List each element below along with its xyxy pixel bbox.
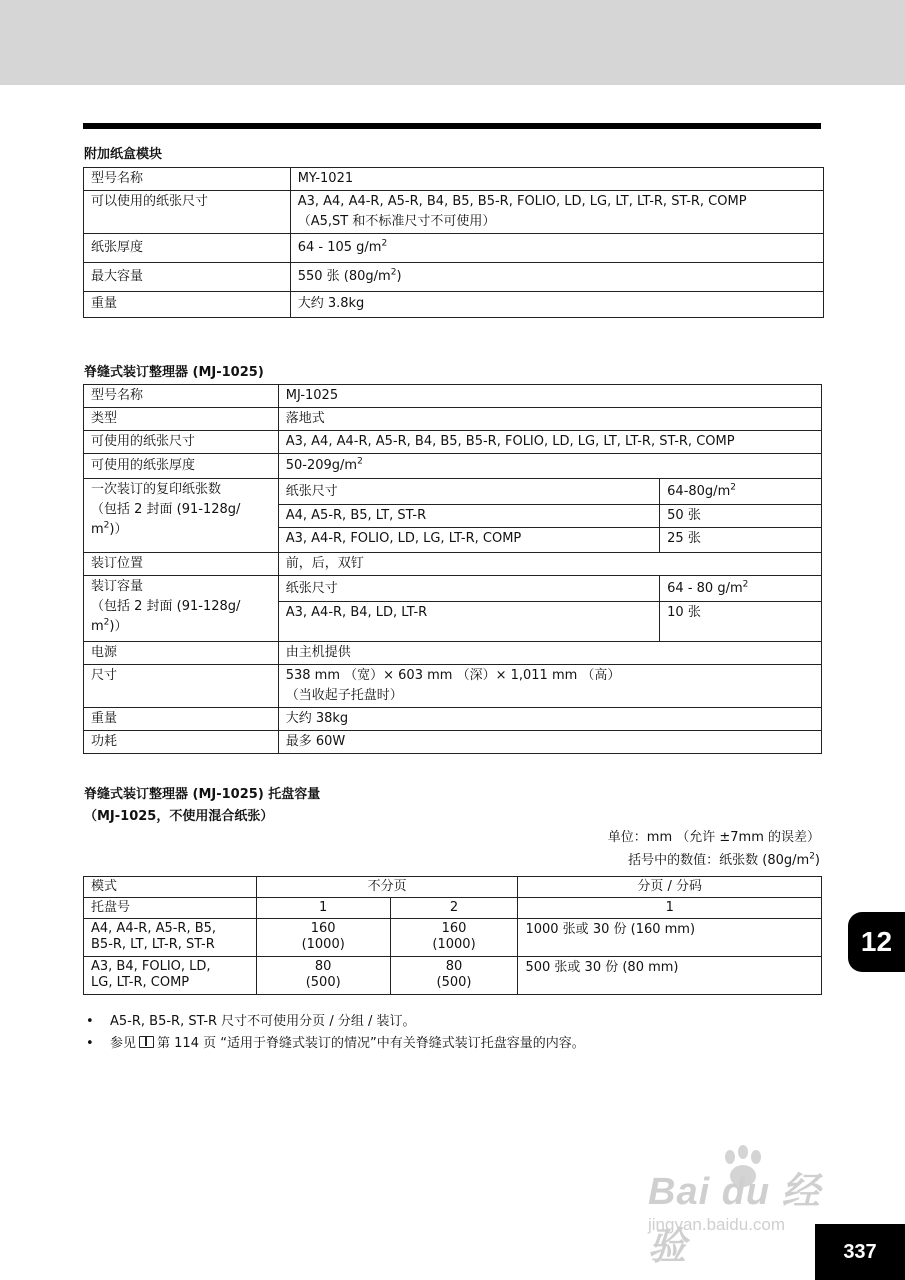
value-cell: 大约 38kg	[278, 708, 821, 731]
value-cell	[290, 263, 823, 292]
label-cell: 最大容量	[84, 263, 291, 292]
label-text: )）	[109, 619, 128, 634]
section-title-tray-capacity: 脊缝式装订整理器 (MJ-1025) 托盘容量	[84, 787, 321, 802]
section-rule	[83, 123, 821, 129]
table-row	[84, 576, 822, 602]
header-cell: 分页 / 分码	[518, 877, 822, 898]
note-text: 参见	[110, 1036, 137, 1051]
label-line: A3, B4, FOLIO, LD,	[91, 959, 211, 974]
unit-text: )	[814, 853, 820, 868]
note-item: • A5-R, B5-R, ST-R 尺寸不可使用分页 / 分组 / 装订。	[86, 1011, 585, 1033]
value-cell: 由主机提供	[278, 642, 821, 665]
table-row	[84, 708, 822, 731]
label-cell: 装订位置	[84, 553, 279, 576]
value-cell: 500 张或 30 份 (80 mm)	[518, 957, 822, 995]
value-cell	[256, 957, 390, 995]
label-cell: 型号名称	[84, 385, 279, 408]
paper-feed-spec-table	[83, 167, 824, 318]
table-row	[84, 642, 822, 665]
value-cell	[390, 957, 518, 995]
superscript: 2	[103, 617, 110, 628]
label-cell: 重量	[84, 292, 291, 318]
value-line: 160	[310, 921, 336, 936]
value-cell	[278, 665, 821, 708]
value-cell: 最多 60W	[278, 731, 821, 754]
unit-note: 单位：mm （允许 ±7mm 的误差）	[607, 830, 820, 845]
label-cell: 型号名称	[84, 168, 291, 191]
value-text: 64 - 80 g/m	[667, 581, 743, 596]
label-cell	[84, 919, 257, 957]
value-line: (1000)	[432, 937, 476, 952]
value-cell	[290, 234, 823, 263]
value-cell	[290, 191, 823, 234]
label-line: B5-R, LT, LT-R, ST-R	[91, 937, 215, 952]
value-line: (500)	[305, 975, 341, 990]
table-row	[84, 385, 822, 408]
superscript: 2	[103, 520, 110, 531]
label-text: m	[91, 522, 104, 537]
value-cell: 1000 张或 30 份 (160 mm)	[518, 919, 822, 957]
label-line: LG, LT-R, COMP	[91, 975, 190, 990]
label-cell: 尺寸	[84, 665, 279, 708]
superscript: 2	[730, 482, 736, 493]
table-row	[84, 665, 822, 708]
watermark-url: jingyan.baidu.com	[648, 1215, 786, 1234]
value-cell	[390, 919, 518, 957]
value-cell: 前，后，双钉	[278, 553, 821, 576]
label-line: 装订容量	[91, 579, 144, 594]
label-cell: 功耗	[84, 731, 279, 754]
notes-list	[86, 1011, 585, 1055]
label-cell: 重量	[84, 708, 279, 731]
table-row	[84, 898, 822, 919]
note-text: 第 114 页 “适用于脊缝式装订的情况”中有关脊缝式装订托盘容量的内容。	[157, 1036, 585, 1051]
value-cell: 25 张	[660, 528, 822, 553]
header-cell: 1	[518, 898, 822, 919]
label-cell	[84, 479, 279, 553]
label-cell: 纸张厚度	[84, 234, 291, 263]
value-line: 80	[445, 959, 463, 974]
label-line	[91, 520, 271, 540]
chapter-tab: 12	[848, 912, 905, 972]
header-cell: 2	[390, 898, 518, 919]
label-line: 一次装订的复印纸张数	[91, 482, 222, 497]
finisher-spec-table	[83, 384, 822, 754]
value-text: 64 - 105 g/m	[297, 240, 382, 255]
book-icon	[139, 1036, 154, 1048]
header-cell: 1	[256, 898, 390, 919]
table-row	[84, 408, 822, 431]
label-cell	[84, 957, 257, 995]
value-line: （A5,ST 和不标准尺寸不可使用）	[297, 214, 496, 229]
unit-text: 括号中的数值：纸张数 (80g/m	[628, 853, 810, 868]
label-line: A4, A4-R, A5-R, B5,	[91, 921, 217, 936]
value-line: （当收起子托盘时）	[285, 688, 403, 703]
section-title-finisher: 脊缝式装订整理器 (MJ-1025)	[84, 365, 264, 380]
label-cell: 可使用的纸张厚度	[84, 454, 279, 479]
value-cell: A4, A5-R, B5, LT, ST-R	[278, 505, 659, 528]
value-text: 64-80g/m	[667, 484, 731, 499]
value-cell: A3, A4-R, FOLIO, LD, LG, LT-R, COMP	[278, 528, 659, 553]
page-number: 337	[815, 1224, 905, 1280]
table-row	[84, 479, 822, 505]
value-cell: MY-1021	[290, 168, 823, 191]
label-cell: 可以使用的纸张尺寸	[84, 191, 291, 234]
table-row	[84, 877, 822, 898]
table-row	[84, 168, 824, 191]
value-cell: A3, A4-R, B4, LD, LT-R	[278, 602, 659, 642]
value-cell	[660, 479, 822, 505]
value-line: A3, A4, A4-R, A5-R, B4, B5, B5-R, FOLIO, LD, LG, LT, LT-R, ST-R, COMP	[297, 194, 747, 209]
value-cell: 大约 3.8kg	[290, 292, 823, 318]
label-line: （包括 2 封面 (91-128g/	[91, 502, 241, 517]
superscript: 2	[742, 579, 749, 590]
superscript: 2	[390, 267, 397, 278]
value-cell	[660, 576, 822, 602]
header-cell: 托盘号	[84, 898, 257, 919]
table-row	[84, 292, 824, 318]
label-cell: 电源	[84, 642, 279, 665]
superscript: 2	[381, 238, 388, 249]
label-line	[91, 617, 271, 637]
label-text: )）	[109, 522, 128, 537]
table-row	[84, 454, 822, 479]
table-row	[84, 919, 822, 957]
value-cell	[278, 454, 821, 479]
table-row	[84, 731, 822, 754]
header-band	[0, 0, 905, 85]
label-line: （包括 2 封面 (91-128g/	[91, 599, 241, 614]
header-cell: 不分页	[256, 877, 518, 898]
header-cell: 模式	[84, 877, 257, 898]
superscript: 2	[357, 456, 363, 467]
watermark-logo: Bai du 经验	[648, 1171, 821, 1268]
value-line: 80	[314, 959, 332, 974]
value-cell	[256, 919, 390, 957]
label-cell: 类型	[84, 408, 279, 431]
value-cell: 纸张尺寸	[278, 576, 659, 602]
value-line: 538 mm （宽）× 603 mm （深）× 1,011 mm （高）	[285, 668, 621, 683]
unit-note-2	[628, 849, 820, 868]
label-text: m	[91, 619, 104, 634]
value-cell: 落地式	[278, 408, 821, 431]
value-cell: 50 张	[660, 505, 822, 528]
table-row	[84, 957, 822, 995]
table-row	[84, 234, 824, 263]
superscript: 2	[809, 851, 815, 862]
table-row	[84, 553, 822, 576]
value-cell: 纸张尺寸	[278, 479, 659, 505]
value-cell: A3, A4, A4-R, A5-R, B4, B5, B5-R, FOLIO, LD, LG, LT, LT-R, ST-R, COMP	[278, 431, 821, 454]
value-cell: 10 张	[660, 602, 822, 642]
value-line: 160	[441, 921, 467, 936]
value-line: (500)	[436, 975, 472, 990]
table-row	[84, 263, 824, 292]
value-text: 550 张 (80g/m	[297, 269, 391, 284]
section-subtitle: （MJ-1025，不使用混合纸张）	[84, 809, 274, 824]
value-text: )	[396, 269, 402, 284]
section-title-paper-feed: 附加纸盒模块	[84, 147, 163, 162]
tray-capacity-table	[83, 876, 822, 995]
table-row	[84, 431, 822, 454]
table-row	[84, 191, 824, 234]
note-item	[86, 1033, 585, 1055]
value-text: 50-209g/m	[285, 458, 358, 473]
value-cell: MJ-1025	[278, 385, 821, 408]
label-cell: 可使用的纸张尺寸	[84, 431, 279, 454]
value-line: (1000)	[301, 937, 345, 952]
label-cell	[84, 576, 279, 642]
